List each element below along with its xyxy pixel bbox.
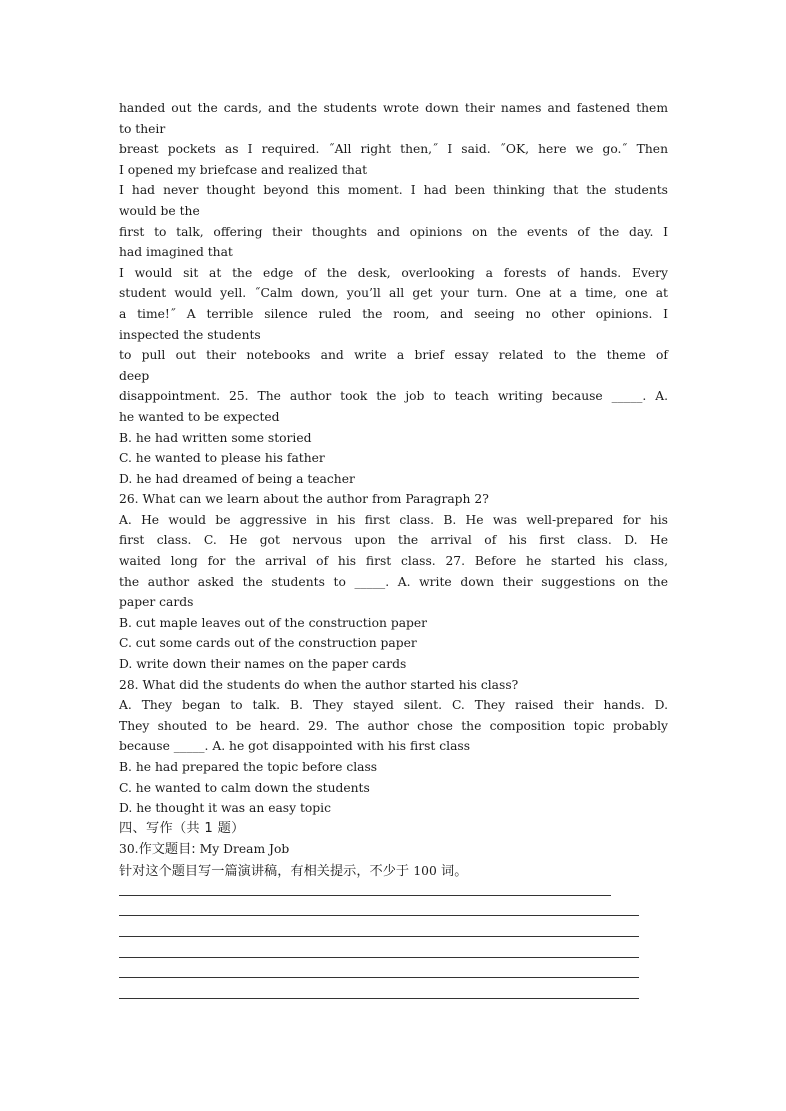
question-28: [119, 675, 668, 757]
answer-option: C. he wanted to calm down the students: [119, 780, 370, 795]
question-25-options: [119, 428, 668, 490]
question-25-option-a: he wanted to be expected: [119, 409, 280, 424]
writing-section-heading: 四、写作（共 1 题）: [119, 820, 245, 836]
answer-line[interactable]: [119, 957, 639, 958]
question-line: because _____. A. he got disappointed with his first class: [119, 739, 471, 754]
answer-option: D. he thought it was an easy topic: [119, 801, 332, 816]
answer-line[interactable]: [119, 915, 639, 916]
question-26-stem: 26. What can we learn about the author from Paragraph 2?: [119, 492, 489, 507]
question-line: first class. C. He got nervous upon the arrival of his first class. D. He: [119, 533, 668, 548]
passage-line: I would sit at the edge of the desk, overlooking a forests of hands. Every: [119, 265, 668, 280]
passage-line: deep: [119, 368, 150, 383]
passage-line: I had never thought beyond this moment. I had been thinking that the students: [119, 183, 668, 198]
question-29-stem: They shouted to be heard. 29. The author chose the composition topic probably: [119, 718, 668, 733]
passage-line: I opened my briefcase and realized that: [119, 162, 368, 177]
passage-line: inspected the students: [119, 327, 261, 342]
question-25-stem: disappointment. 25. The author took the job to teach writing because _____. A.: [119, 389, 668, 404]
writing-prompt-label: 作文题目:: [138, 842, 196, 858]
passage-line: student would yell. ˝Calm down, you’ll all get your turn. One at a time, one at: [119, 286, 668, 301]
passage-line: would be the: [119, 203, 200, 218]
passage-line: breast pockets as I required. ˝All right then,˝ I said. ˝OK, here we go.˝ Then: [119, 142, 668, 157]
writing-prompt-title: My Dream Job: [195, 842, 290, 857]
writing-instruction-text: 针对这个题目写一篇演讲稿，有相关提示，不少于: [119, 863, 414, 879]
question-line: A. They began to talk. B. They stayed silent. C. They raised their hands. D.: [119, 698, 668, 713]
answer-option: B. cut maple leaves out of the construction paper: [119, 615, 428, 630]
passage-line: handed out the cards, and the students wrote down their names and fastened them: [119, 101, 668, 115]
passage-line: first to talk, offering their thoughts and opinions on the events of the day. I: [119, 224, 668, 239]
question-line: A. He would be aggressive in his first class. B. He was well-prepared for his: [119, 512, 668, 527]
passage-line: to pull out their notebooks and write a brief essay related to the theme of: [119, 348, 668, 363]
question-line: paper cards: [119, 595, 194, 610]
document-body: [119, 98, 668, 883]
answer-line[interactable]: [119, 998, 639, 999]
passage-line: to their: [119, 121, 166, 136]
passage-line: had imagined that: [119, 245, 233, 260]
question-27-options: [119, 613, 668, 675]
question-26: [119, 489, 668, 613]
writing-instruction-suffix: 词。: [436, 863, 468, 879]
answer-option: C. cut some cards out of the construction paper: [119, 636, 417, 651]
question-line: waited long for the arrival of his first class. 27. Before he started his class,: [119, 554, 668, 569]
writing-word-count: 100: [413, 863, 437, 878]
answer-option: D. write down their names on the paper cards: [119, 657, 407, 672]
passage-line: a time!˝ A terrible silence ruled the room, and seeing no other opinions. I: [119, 306, 668, 321]
question-29-options: [119, 757, 668, 819]
answer-option: B. he had written some storied: [119, 430, 312, 445]
answer-option: D. he had dreamed of being a teacher: [119, 471, 355, 486]
writing-instruction: [119, 861, 668, 883]
writing-prompt: [119, 839, 668, 861]
answer-line[interactable]: [119, 936, 639, 937]
writing-prompt-number: 30.: [119, 842, 139, 857]
question-28-stem: 28. What did the students do when the author started his class?: [119, 677, 519, 692]
answer-line[interactable]: [119, 895, 611, 896]
passage: [119, 98, 668, 428]
answer-option: C. he wanted to please his father: [119, 451, 325, 466]
answer-option: B. he had prepared the topic before class: [119, 760, 378, 774]
question-27-stem: the author asked the students to _____. A. write down their suggestions on the: [119, 574, 668, 589]
answer-line[interactable]: [119, 977, 639, 978]
